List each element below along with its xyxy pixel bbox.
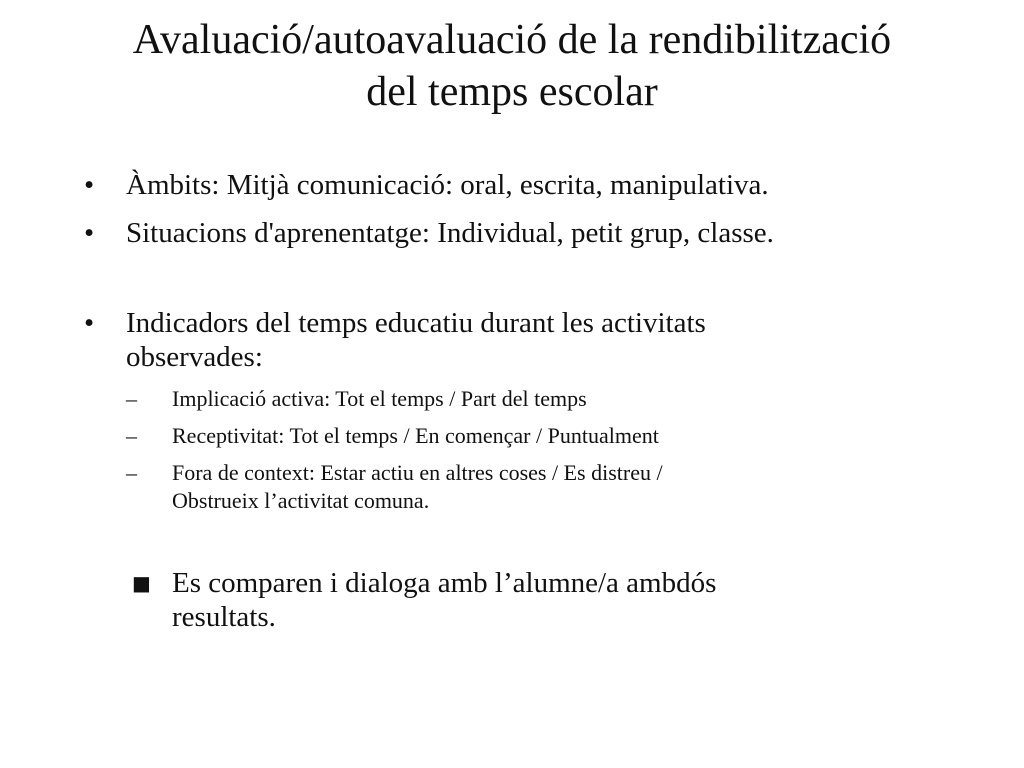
bullet-text: Àmbits: Mitjà comunicació: oral, escrita, manipulativa.	[126, 169, 769, 201]
bullet-marker: •	[84, 169, 95, 201]
slide-title-line-1: Avaluació/autoavaluació de la rendibilització	[132, 17, 892, 63]
bullet-indicadors	[84, 306, 944, 374]
subbullet-fora-context	[126, 459, 886, 515]
bullet-text-line-1: Indicadors del temps educatiu durant les activitats	[126, 307, 706, 339]
dash-marker: –	[126, 423, 137, 448]
subbullet-text: Receptivitat: Tot el temps / En començar / Puntualment	[172, 423, 659, 448]
square-marker: ■	[132, 571, 151, 595]
subbullet-text-line-2: Obstrueix l’activitat comuna.	[172, 488, 430, 513]
bullet-marker: •	[84, 307, 95, 339]
square-bullet-text-line-1: Es comparen i dialoga amb l’alumne/a ambdós	[172, 567, 717, 599]
slide-title-line-2: del temps escolar	[366, 69, 658, 115]
square-bullet-comparen	[132, 566, 852, 634]
bullet-marker: •	[84, 217, 95, 249]
bullet-situacions	[84, 216, 944, 250]
square-bullet-text	[172, 566, 852, 634]
bullet-text-line-2: observades:	[126, 341, 263, 373]
bullet-text	[126, 306, 944, 374]
subbullet-implicacio	[126, 385, 886, 413]
square-bullet-text-line-2: resultats.	[172, 601, 276, 633]
bullet-text: Situacions d'aprenentatge: Individual, petit grup, classe.	[126, 217, 774, 249]
subbullet-receptivitat	[126, 422, 886, 450]
subbullet-text-line-1: Fora de context: Estar actiu en altres coses / Es distreu /	[172, 460, 663, 485]
subbullet-text	[172, 459, 886, 515]
dash-marker: –	[126, 386, 137, 411]
slide-title	[60, 14, 964, 118]
bullet-ambits	[84, 168, 944, 202]
dash-marker: –	[126, 460, 137, 485]
subbullet-text: Implicació activa: Tot el temps / Part del temps	[172, 386, 587, 411]
